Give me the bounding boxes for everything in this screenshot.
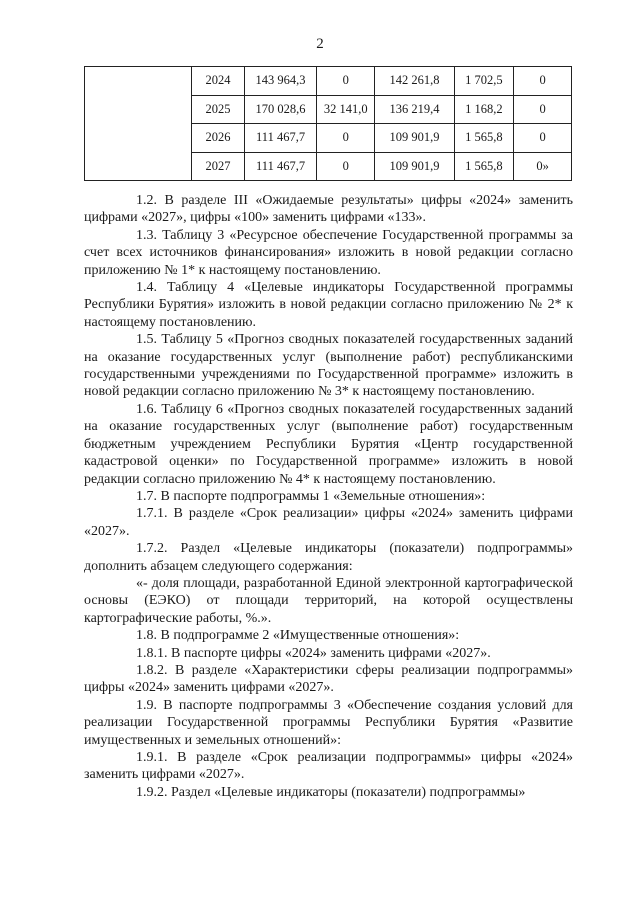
table-cell-federal: 0 [316,152,374,181]
table-cell-local: 1 168,2 [454,95,514,124]
table-cell-year: 2027 [191,152,244,181]
table-cell-empty [85,67,192,181]
table-cell-other: 0 [514,124,572,153]
paragraph-1-7: 1.7. В паспорте подпрограммы 1 «Земельные отношения»: [136,488,486,504]
table-cell-total: 111 467,7 [245,152,317,181]
table-cell-local: 1 565,8 [454,152,514,181]
table-cell-total: 111 467,7 [245,124,317,153]
paragraph-1-9-1: 1.9.1. В разделе «Срок реализации подпрограммы» цифры «2024» заменить цифрами «2027». [84,750,573,783]
paragraph-1-3: 1.3. Таблицу 3 «Ресурсное обеспечение Государственной программы за счет всех источников финансирования» изложить в новой редакции согласно приложению № 1* к настоящему постановлению. [84,227,573,278]
table-cell-year: 2026 [191,124,244,153]
paragraph-1-5: 1.5. Таблицу 5 «Прогноз сводных показателей государственных заданий на оказание государственных услуг (выполнение работ) республиканскими государственными учреждениями по Государственной программе» изложить в новой редакции согласно приложению № 3* к настоящему постановлению. [84,332,573,400]
table-cell-federal: 0 [316,67,374,96]
table-cell-republic: 109 901,9 [375,152,454,181]
page-number: 2 [316,36,324,52]
table-cell-federal: 0 [316,124,374,153]
table-cell-local: 1 565,8 [454,124,514,153]
paragraph-1-8-2: 1.8.2. В разделе «Характеристики сферы реализации подпрограммы» цифры «2024» заменить цифрами «2027». [84,662,573,696]
table-cell-other: 0 [514,67,572,96]
table-cell-republic: 142 261,8 [375,67,454,96]
table-cell-total: 143 964,3 [245,67,317,96]
paragraph-1-2: 1.2. В разделе III «Ожидаемые результаты» цифры «2024» заменить цифрами «2027», цифры «100» заменить цифрами «133». [84,193,573,226]
table-cell-federal: 32 141,0 [316,95,374,124]
paragraph-1-9: 1.9. В паспорте подпрограммы 3 «Обеспечение создания условий для реализации Государственной программы Республики Бурятия «Развитие имущественных и земельных отношений»: [84,697,573,748]
table-cell-local: 1 702,5 [454,67,514,96]
paragraph-1-4: 1.4. Таблицу 4 «Целевые индикаторы Государственной программы Республики Бурятия» изложить в новой редакции согласно приложению № 2* к настоящему постановлению. [84,280,573,330]
paragraph-1-8-1: 1.8.1. В паспорте цифры «2024» заменить цифрами «2027». [136,645,491,661]
financing-table [84,66,572,181]
paragraph-quote-indicator: «- доля площади, разработанной Единой электронной картографической основы (ЕЭКО) от площади территорий, на которой осуществлены картографические работы, %.». [84,575,573,626]
table-row [85,67,572,96]
table-cell-other: 0» [514,152,572,181]
paragraph-1-9-2: 1.9.2. Раздел «Целевые индикаторы (показатели) подпрограммы» [136,784,526,800]
table-cell-republic: 136 219,4 [375,95,454,124]
paragraph-1-8: 1.8. В подпрограмме 2 «Имущественные отношения»: [136,628,460,644]
table-cell-total: 170 028,6 [245,95,317,124]
document-body [84,192,573,801]
table-cell-other: 0 [514,95,572,124]
table-cell-republic: 109 901,9 [375,124,454,153]
paragraph-1-7-2: 1.7.2. Раздел «Целевые индикаторы (показатели) подпрограммы» дополнить абзацем следующего содержания: [84,541,573,574]
table-cell-year: 2024 [191,67,244,96]
table-cell-year: 2025 [191,95,244,124]
paragraph-1-7-1: 1.7.1. В разделе «Срок реализации» цифры «2024» заменить цифрами «2027». [84,506,573,539]
paragraph-1-6: 1.6. Таблицу 6 «Прогноз сводных показателей государственных заданий на оказание государственных услуг (выполнение работ) государственным бюджетным учреждением Республики Бурятия «Центр государственной кадастровой оценки» по Государственной программе» изложить в новой редакции согласно приложению № 4* к настоящему постановлению. [84,401,573,487]
